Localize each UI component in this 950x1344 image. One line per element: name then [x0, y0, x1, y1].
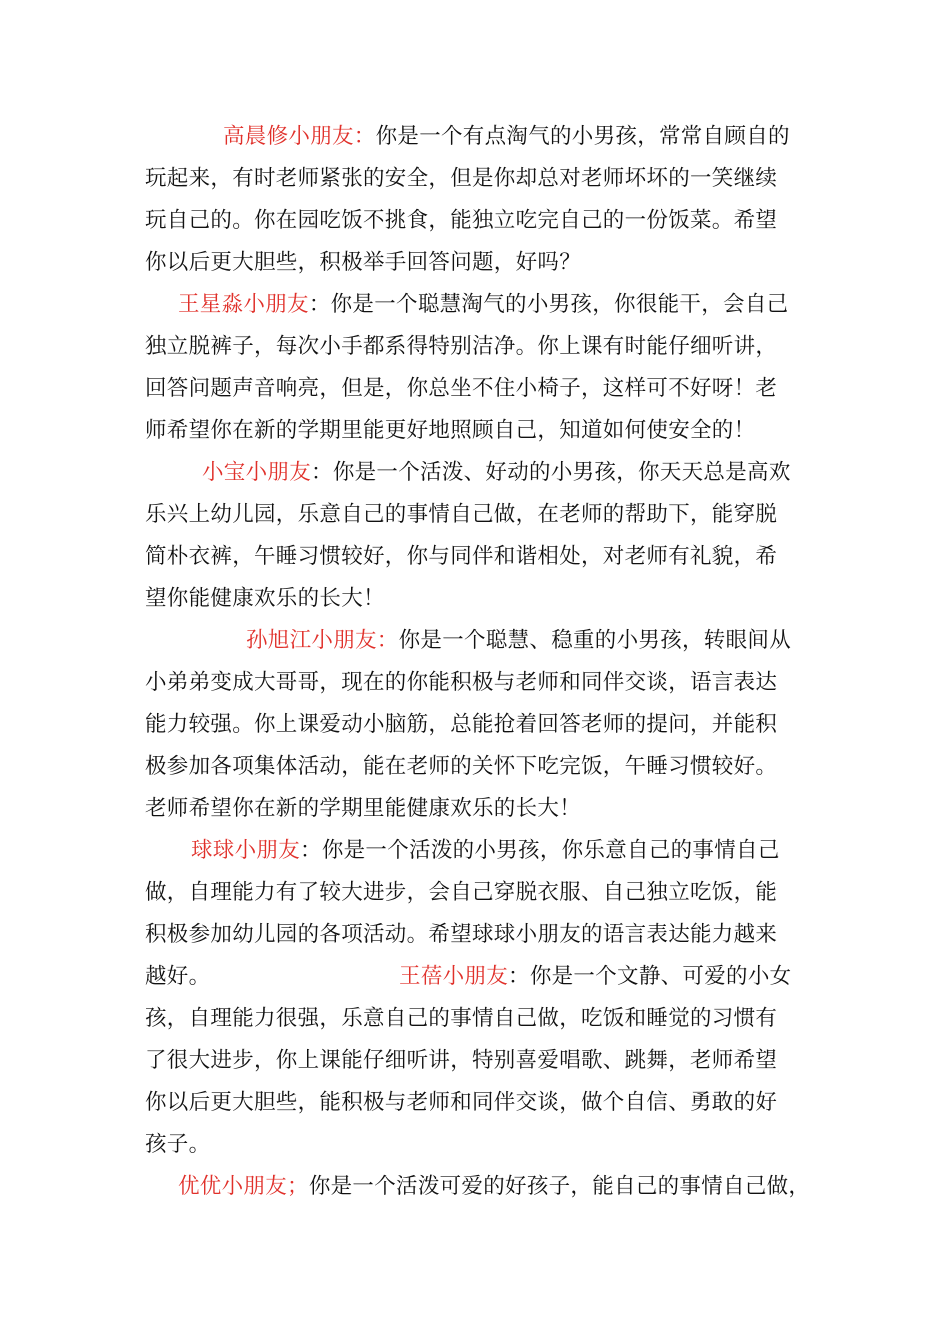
paragraph-4-line-4: 极参加各项集体活动，能在老师的关怀下吃完饭，午睡习惯较好。 [145, 754, 778, 779]
child-name: 优优小朋友； [178, 1174, 309, 1199]
child-name: 王星淼小朋友 [178, 292, 309, 317]
paragraph-5-line-3: 积极参加幼儿园的各项活动。希望球球小朋友的语言表达能力越来 [145, 922, 778, 947]
comment-text: 你是一个有点淘气的小男孩，常常自顾自的 [375, 124, 790, 149]
paragraph-3-line-1 [202, 452, 791, 494]
paragraph-2-line-3: 回答问题声音响亮，但是，你总坐不住小椅子，这样可不好呀！老 [145, 376, 778, 401]
comment-text: 你是一个聪慧、稳重的小男孩，转眼间从 [398, 628, 792, 653]
paragraph-1-line-3: 玩自己的。你在园吃饭不挑食，能独立吃完自己的一份饭菜。希望 [145, 208, 778, 233]
paragraph-6-line-3: 了很大进步，你上课能仔细听讲，特别喜爱唱歌、跳舞，老师希望 [145, 1048, 778, 1073]
child-name: 球球小朋友 [191, 838, 301, 863]
paragraph-6-line-1 [399, 956, 791, 998]
paragraph-7-line-1 [178, 1166, 810, 1208]
paragraph-1-line-2: 玩起来，有时老师紧张的安全，但是你却总对老师坏坏的一笑继续 [145, 166, 778, 191]
comment-text: ：你是一个活泼、好动的小男孩，你天天总是高欢 [311, 460, 791, 485]
child-name: 小宝小朋友 [202, 460, 312, 485]
paragraph-2-line-4: 师希望你在新的学期里能更好地照顾自己，知道如何使安全的！ [145, 418, 756, 443]
paragraph-5-line-4: 越好。 [145, 964, 211, 989]
paragraph-4-line-1 [246, 620, 791, 662]
child-name: 王蓓小朋友 [399, 964, 509, 989]
comment-text: 你是一个活泼可爱的好孩子，能自己的事情自己做， [308, 1174, 811, 1199]
paragraph-3-line-3: 简朴衣裤，午睡习惯较好，你与同伴和谐相处，对老师有礼貌，希 [145, 544, 778, 569]
comment-text: ：你是一个活泼的小男孩，你乐意自己的事情自己 [300, 838, 780, 863]
comment-text: ：你是一个文静、可爱的小女 [508, 964, 792, 989]
paragraph-4-line-5: 老师希望你在新的学期里能健康欢乐的长大！ [145, 796, 582, 821]
paragraph-2-line-2: 独立脱裤子，每次小手都系得特别洁净。你上课有时能仔细听讲， [145, 334, 778, 359]
paragraph-3-line-2: 乐兴上幼儿园，乐意自己的事情自己做，在老师的帮助下，能穿脱 [145, 502, 778, 527]
comment-text: ：你是一个聪慧淘气的小男孩，你很能干，会自己 [308, 292, 789, 317]
paragraph-5-line-2: 做，自理能力有了较大进步，会自己穿脱衣服、自己独立吃饭，能 [145, 880, 778, 905]
paragraph-2-line-1 [178, 284, 788, 326]
child-name: 高晨修小朋友： [223, 124, 376, 149]
paragraph-6-line-4: 你以后更大胆些，能积极与老师和同伴交谈，做个自信、勇敢的好 [145, 1090, 778, 1115]
child-name: 孙旭江小朋友： [246, 628, 399, 653]
paragraph-1-line-1 [223, 116, 790, 158]
paragraph-6-line-2: 孩，自理能力很强，乐意自己的事情自己做，吃饭和睡觉的习惯有 [145, 1006, 778, 1031]
paragraph-1-line-4: 你以后更大胆些，积极举手回答问题，好吗？ [145, 250, 582, 275]
paragraph-4-line-2: 小弟弟变成大哥哥，现在的你能积极与老师和同伴交谈，语言表达 [145, 670, 778, 695]
paragraph-4-line-3: 能力较强。你上课爱动小脑筋，总能抢着回答老师的提问，并能积 [145, 712, 778, 737]
paragraph-5-line-1 [191, 830, 780, 872]
paragraph-3-line-4: 望你能健康欢乐的长大！ [145, 586, 385, 611]
paragraph-6-line-5: 孩子。 [145, 1132, 211, 1157]
